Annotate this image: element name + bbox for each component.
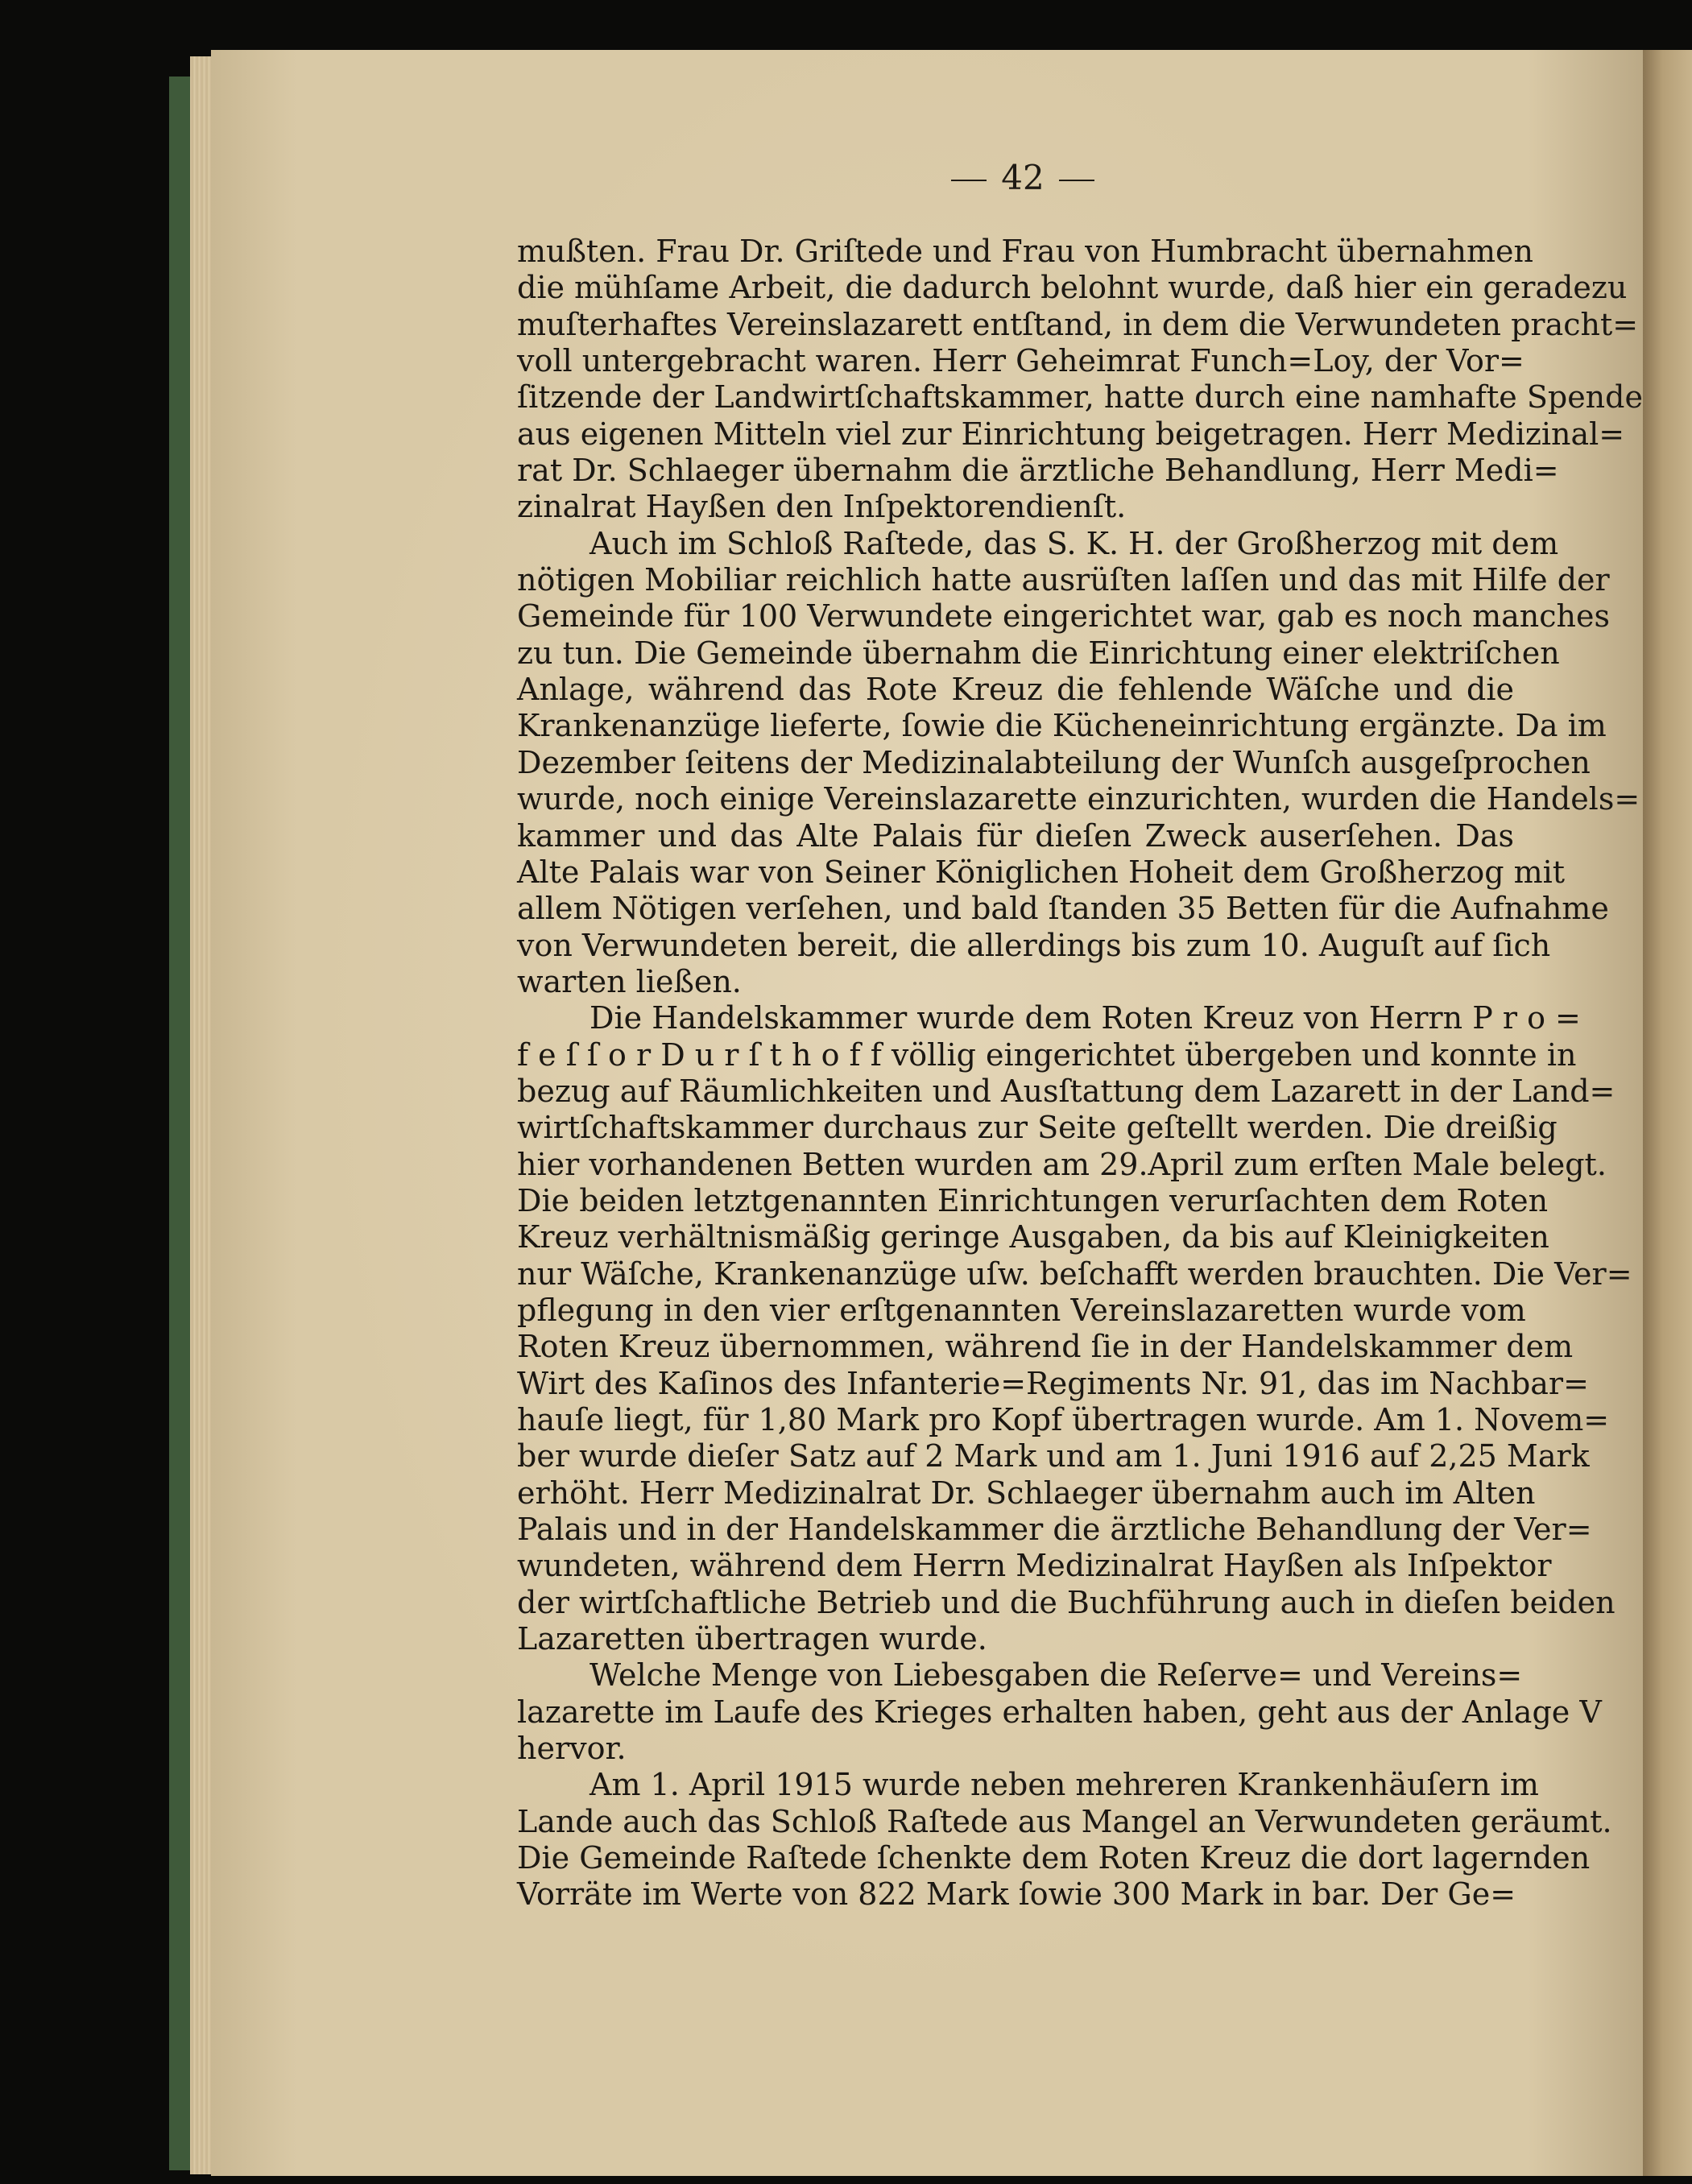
text-line: ſitzende der Landwirtſchaftskammer, hatte durch eine namhafte Spende: [517, 379, 1643, 416]
text-line: voll untergebracht waren. Herr Geheimrat Funch=Loy, der Vor=: [517, 343, 1524, 379]
text-line: bezug auf Räumlichkeiten und Ausſtattung dem Lazarett in der Land=: [517, 1073, 1615, 1109]
text-line: aus eigenen Mitteln viel zur Einrichtung beigetragen. Herr Medizinal=: [517, 416, 1625, 452]
text-line: hier vorhandenen Betten wurden am 29.April zum erſten Male belegt.: [517, 1146, 1607, 1182]
text-line: wundeten, während dem Herrn Medizinalrat Hayßen als Inſpektor: [517, 1548, 1552, 1584]
text-line: Alte Palais war von Seiner Königlichen Hoheit dem Großherzog mit: [517, 854, 1566, 890]
text-line: die mühſame Arbeit, die dadurch belohnt wurde, daß hier ein geradezu: [517, 270, 1628, 306]
text-line: wirtſchaftskammer durchaus zur Seite geſtellt werden. Die dreißig: [517, 1110, 1558, 1146]
text-line: muſterhaftes Vereinslazarett entſtand, in dem die Verwundeten pracht=: [517, 306, 1639, 342]
text-line: warten ließen.: [517, 963, 742, 999]
text-line: Lande auch das Schloß Raſtede aus Mangel an Verwundeten geräumt.: [517, 1803, 1612, 1839]
text-line: Roten Kreuz übernommen, während ſie in der Handelskammer dem: [517, 1329, 1574, 1365]
text-line: Vorräte im Werte von 822 Mark ſowie 300 Mark in bar. Der Ge=: [517, 1876, 1516, 1913]
page-number: [910, 158, 1136, 197]
text-line: erhöht. Herr Medizinalrat Dr. Schlaeger übernahm auch im Alten: [517, 1475, 1536, 1511]
text-line: Lazaretten übertragen wurde.: [517, 1621, 987, 1657]
text-line: Dezember ſeitens der Medizinalabteilung der Wunſch ausgeſprochen: [517, 744, 1591, 780]
text-line: Krankenanzüge lieferte, ſowie die Kücheneinrichtung ergänzte. Da im: [517, 708, 1607, 744]
text-line: wurde, noch einige Vereinslazarette einzurichten, wurden die Handels=: [517, 781, 1640, 817]
text-line: pflegung in den vier erſtgenannten Vereinslazaretten wurde vom: [517, 1292, 1526, 1328]
page-number-value: 42: [1001, 158, 1045, 197]
page-number-dash-left: [951, 180, 987, 181]
text-line: Die Handelskammer wurde dem Roten Kreuz von Herrn P r o =: [590, 1000, 1581, 1036]
text-line: allem Nötigen verſehen, und bald ſtanden 35 Betten für die Aufnahme: [517, 891, 1609, 927]
text-line: Anlage, während das Rote Kreuz die fehlende Wäſche und die: [517, 672, 1514, 708]
text-line: Welche Menge von Liebesgaben die Reſerve= und Vereins=: [590, 1657, 1523, 1694]
text-line: hauſe liegt, für 1,80 Mark pro Kopf übertragen wurde. Am 1. Novem=: [517, 1402, 1610, 1437]
text-line: nötigen Mobiliar reichlich hatte ausrüſten laſſen und das mit Hilfe der: [517, 562, 1610, 598]
text-line: nur Wäſche, Krankenanzüge uſw. beſchafft werden brauchten. Die Ver=: [517, 1255, 1632, 1292]
text-line: ber wurde dieſer Satz auf 2 Mark und am 1. Juni 1916 auf 2,25 Mark: [517, 1438, 1590, 1475]
text-line: Am 1. April 1915 wurde neben mehreren Krankenhäuſern im: [590, 1767, 1539, 1803]
text-line: von Verwundeten bereit, die allerdings bis zum 10. Auguſt auf ſich: [517, 927, 1551, 963]
text-line: mußten. Frau Dr. Griſtede und Frau von Humbracht übernahmen: [517, 234, 1533, 269]
text-line: lazarette im Laufe des Krieges erhalten haben, geht aus der Anlage V: [517, 1694, 1602, 1730]
page-edges: [190, 56, 213, 2174]
text-line: hervor.: [517, 1731, 627, 1767]
text-line: Kreuz verhältnismäßig geringe Ausgaben, da bis auf Kleinigkeiten: [517, 1219, 1549, 1255]
text-line: Wirt des Kaſinos des Infanterie=Regiments Nr. 91, das im Nachbar=: [517, 1365, 1589, 1401]
text-line: zu tun. Die Gemeinde übernahm die Einrichtung einer elektriſchen: [517, 635, 1560, 671]
text-line: Die Gemeinde Raſtede ſchenkte dem Roten Kreuz die dort lagernden: [517, 1840, 1591, 1876]
page-gutter: [1643, 50, 1692, 2176]
text-line: Die beiden letztgenannten Einrichtungen verurſachten dem Roten: [517, 1182, 1549, 1218]
text-line: Auch im Schloß Raſtede, das S. K. H. der Großherzog mit dem: [590, 525, 1559, 561]
text-line: zinalrat Hayßen den Inſpektorendienſt.: [517, 489, 1127, 525]
body-text: [517, 234, 1643, 1913]
page-number-dash-right: [1059, 180, 1094, 181]
text-line: der wirtſchaftliche Betrieb und die Buchführung auch in dieſen beiden: [517, 1584, 1615, 1620]
text-line: Palais und in der Handelskammer die ärztliche Behandlung der Ver=: [517, 1512, 1592, 1548]
text-line: kammer und das Alte Palais für dieſen Zweck auserſehen. Das: [517, 817, 1514, 854]
text-line: f e ſ ſ o r D u r ſ t h o f f völlig eingerichtet übergeben und konnte in: [517, 1036, 1577, 1073]
text-line: rat Dr. Schlaeger übernahm die ärztliche Behandlung, Herr Medi=: [517, 453, 1559, 489]
text-line: Gemeinde für 100 Verwundete eingerichtet war, gab es noch manches: [517, 598, 1610, 635]
